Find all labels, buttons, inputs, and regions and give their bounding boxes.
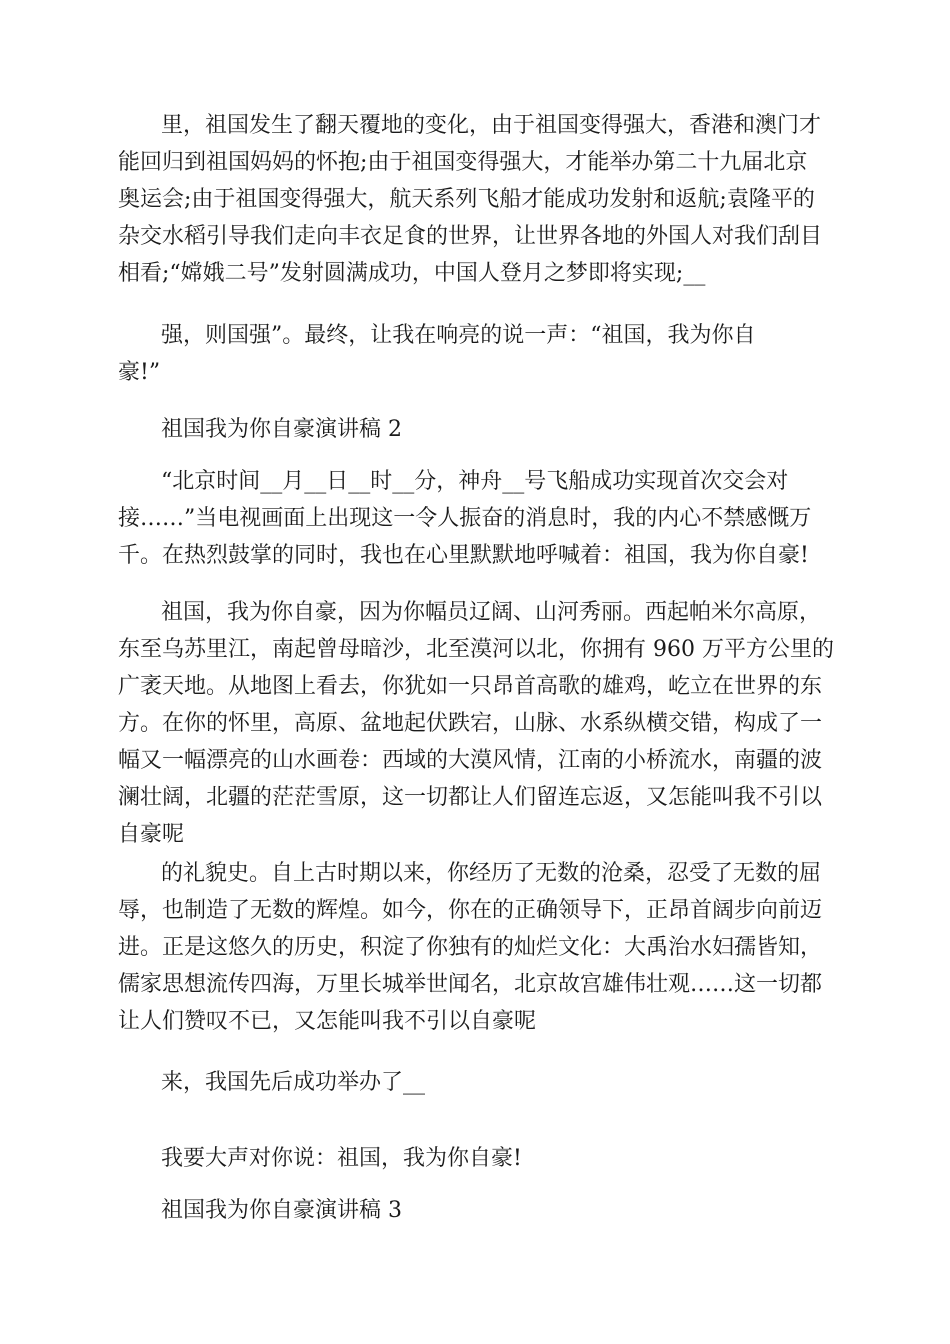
paragraph-6 (118, 1064, 838, 1101)
paragraph-7 (118, 1140, 838, 1177)
text-line: 幅又一幅漂亮的山水画卷：西域的大漠风情，江南的小桥流水，南疆的波 (118, 748, 823, 773)
text-line: 广袤天地。从地图上看去，你犹如一只昂首高歌的雄鸡，屹立在世界的东 (118, 674, 823, 699)
text-line: 杂交水稻引导我们走向丰衣足食的世界，让世界各地的外国人对我们刮目 (118, 224, 823, 249)
heading-text: 祖国我为你自豪演讲稿 2 (161, 417, 402, 442)
text-line: 东至乌苏里江，南起曾母暗沙，北至漠河以北，你拥有 960 万平方公里的 (118, 637, 834, 662)
paragraph-2 (118, 317, 838, 391)
text-line: 进。正是这悠久的历史，积淀了你独有的灿烂文化：大禹治水妇孺皆知， (118, 935, 823, 960)
text-line: 自豪呢 (118, 822, 185, 847)
text-line: 让人们赞叹不已，又怎能叫我不引以自豪呢 (118, 1009, 537, 1034)
text-line: 辱，也制造了无数的辉煌。如今，你在的正确领导下，正昂首阔步向前迈 (118, 898, 823, 923)
text-line: 的礼貌史。自上古时期以来，你经历了无数的沧桑，忍受了无数的屈 (161, 861, 822, 886)
text-line: 我要大声对你说：祖国，我为你自豪! (161, 1146, 522, 1171)
text-line: 里，祖国发生了翻天覆地的变化，由于祖国变得强大，香港和澳门才 (161, 113, 822, 138)
text-line: 千。在热烈鼓掌的同时，我也在心里默默地呼喊着：祖国，我为你自豪! (118, 543, 809, 568)
paragraph-1 (118, 107, 838, 292)
text-line: 来，我国先后成功举办了__ (161, 1070, 426, 1095)
text-line: 祖国，我为你自豪，因为你幅员辽阔、山河秀丽。西起帕米尔高原， (161, 600, 822, 625)
paragraph-3 (118, 463, 838, 574)
heading-text: 祖国我为你自豪演讲稿 3 (161, 1198, 402, 1223)
text-line: 强，则国强”。最终，让我在响亮的说一声：“祖国，我为你自 (161, 323, 756, 348)
section-heading-3 (118, 1192, 838, 1229)
text-line: 方。在你的怀里，高原、盆地起伏跌宕，山脉、水系纵横交错，构成了一 (118, 711, 823, 736)
text-line: 澜壮阔，北疆的茫茫雪原，这一切都让人们留连忘返，又怎能叫我不引以 (118, 785, 823, 810)
text-line: 奥运会;由于祖国变得强大，航天系列飞船才能成功发射和返航;袁隆平的 (118, 187, 815, 212)
text-line: 接……”当电视画面上出现这一令人振奋的消息时，我的内心不禁感慨万 (118, 506, 812, 531)
paragraph-4 (118, 594, 838, 853)
text-line: 儒家思想流传四海，万里长城举世闻名，北京故宫雄伟壮观……这一切都 (118, 972, 823, 997)
text-line: “北京时间__月__日__时__分，神舟__号飞船成功实现首次交会对 (161, 469, 789, 494)
text-line: 豪!” (118, 360, 161, 385)
section-heading-2 (118, 411, 838, 448)
text-line: 能回归到祖国妈妈的怀抱;由于祖国变得强大，才能举办第二十九届北京 (118, 150, 808, 175)
text-line: 相看;“嫦娥二号”发射圆满成功，中国人登月之梦即将实现;__ (118, 261, 706, 286)
paragraph-5 (118, 855, 838, 1040)
